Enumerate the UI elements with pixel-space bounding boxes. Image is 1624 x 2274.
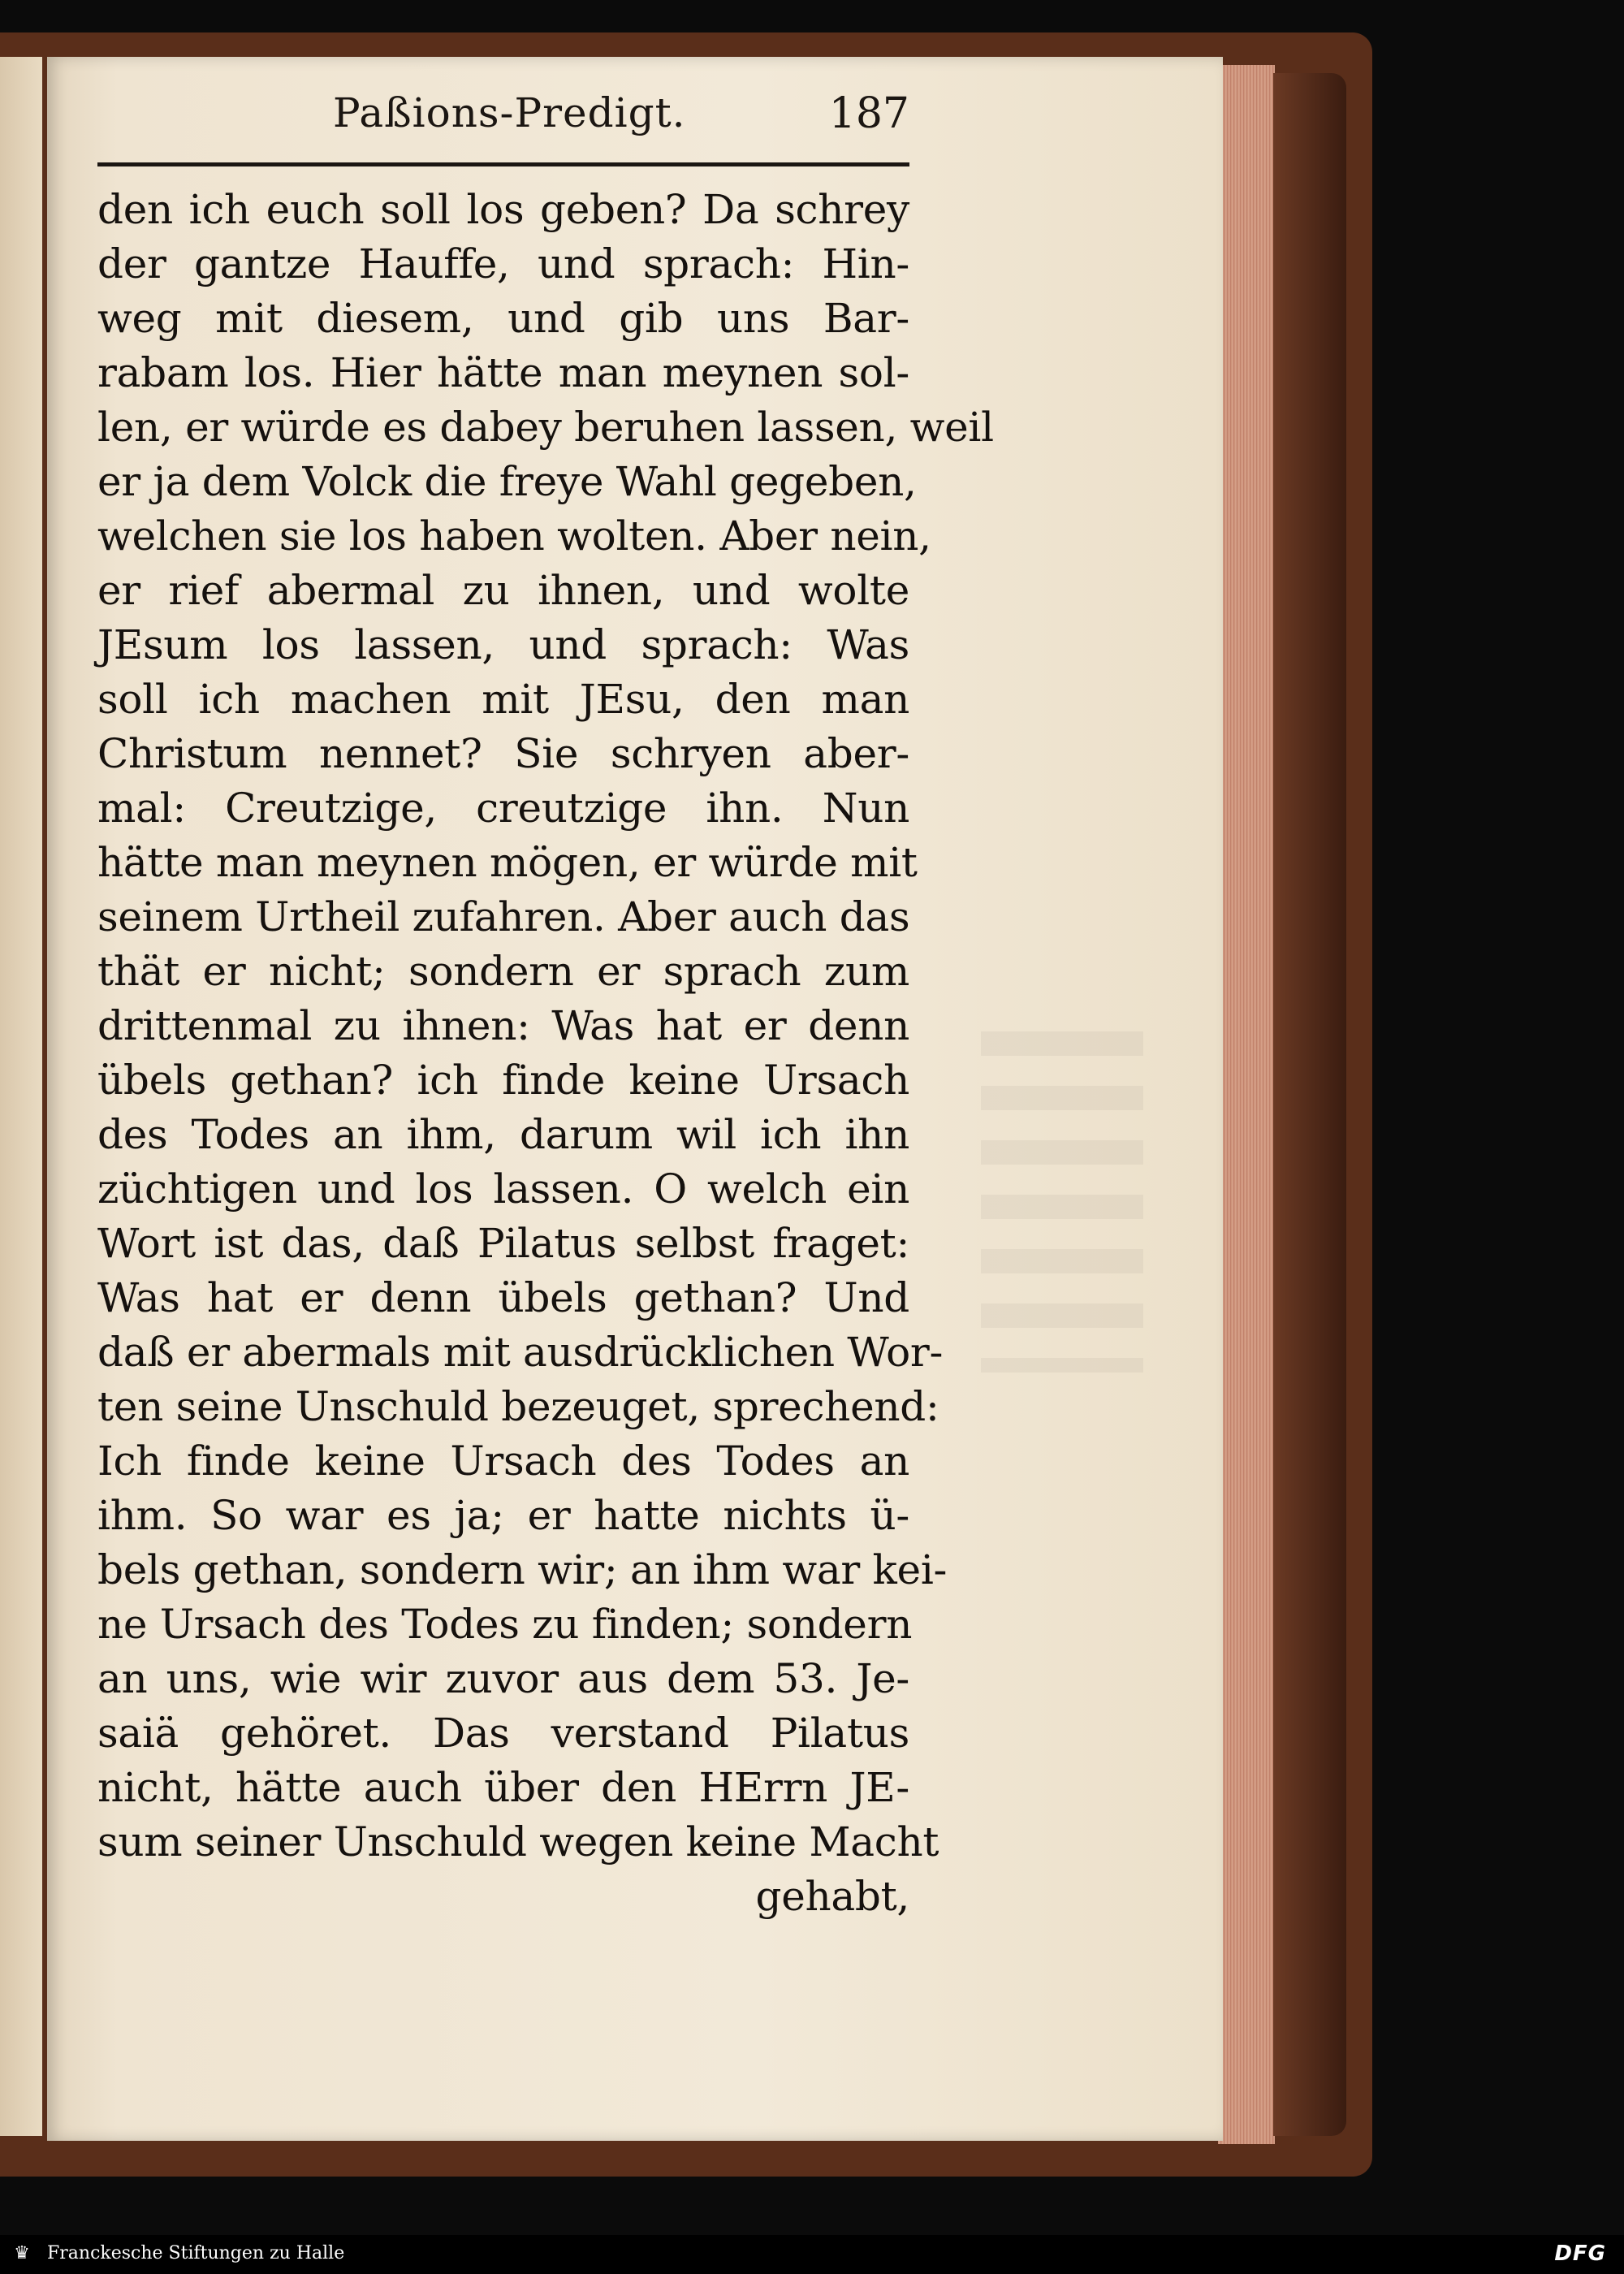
show-through-text bbox=[981, 1031, 1143, 1373]
text-line: Ich finde keine Ursach des Todes an bbox=[97, 1437, 909, 1485]
running-title: Paßions-Predigt. bbox=[333, 89, 686, 136]
text-line: len, er würde es dabey beruhen lassen, weil bbox=[97, 404, 994, 451]
page-fore-edge bbox=[1218, 65, 1275, 2144]
text-line: Wort ist das, daß Pilatus selbst fraget: bbox=[97, 1220, 909, 1267]
text-line: bels gethan, sondern wir; an ihm war kei- bbox=[97, 1546, 948, 1593]
text-line: drittenmal zu ihnen: Was hat er denn bbox=[97, 1002, 909, 1049]
text-line: seinem Urtheil zufahren. Aber auch das bbox=[97, 893, 910, 940]
francke-emblem-icon: ♛ bbox=[14, 2243, 30, 2263]
header-rule bbox=[97, 162, 909, 166]
text-line: JEsum los lassen, und sprach: Was bbox=[97, 621, 909, 668]
text-line: er ja dem Volck die freye Wahl gegeben, bbox=[97, 458, 917, 505]
text-line: an uns, wie wir zuvor aus dem 53. Je- bbox=[97, 1655, 909, 1702]
text-line: sum seiner Unschuld wegen keine Macht bbox=[97, 1818, 939, 1865]
text-line: des Todes an ihm, darum wil ich ihn bbox=[97, 1111, 909, 1158]
text-line: hätte man meynen mögen, er würde mit bbox=[97, 839, 918, 886]
text-line: ihm. So war es ja; er hatte nichts ü- bbox=[97, 1492, 909, 1539]
text-line: Was hat er denn übels gethan? Und bbox=[97, 1274, 909, 1321]
text-line: thät er nicht; sondern er sprach zum bbox=[97, 948, 909, 995]
cover-edge bbox=[1273, 73, 1346, 2136]
text-line: der gantze Hauffe, und sprach: Hin- bbox=[97, 240, 909, 287]
facing-page-edge bbox=[0, 57, 42, 2136]
text-line: Christum nennet? Sie schryen aber- bbox=[97, 730, 909, 777]
text-line: züchtigen und los lassen. O welch ein bbox=[97, 1165, 909, 1213]
text-line: mal: Creutzige, creutzige ihn. Nun bbox=[97, 785, 909, 832]
institution-label: Franckesche Stiftungen zu Halle bbox=[47, 2243, 345, 2263]
text-line: saiä gehöret. Das verstand Pilatus bbox=[97, 1710, 909, 1757]
body-text bbox=[97, 183, 994, 1924]
viewer-footer bbox=[0, 2235, 1624, 2274]
text-line: nicht, hätte auch über den HErrn JE- bbox=[97, 1764, 909, 1811]
text-line: soll ich machen mit JEsu, den man bbox=[97, 676, 909, 723]
catchword: gehabt, bbox=[755, 1873, 909, 1920]
page-header bbox=[97, 89, 909, 154]
text-line: weg mit diesem, und gib uns Bar- bbox=[97, 295, 909, 342]
page-number: 187 bbox=[828, 89, 909, 138]
text-line: ne Ursach des Todes zu finden; sondern bbox=[97, 1601, 913, 1648]
text-line: welchen sie los haben wolten. Aber nein, bbox=[97, 512, 931, 560]
text-line: übels gethan? ich finde keine Ursach bbox=[97, 1057, 909, 1104]
text-line: ten seine Unschuld bezeuget, sprechend: bbox=[97, 1383, 939, 1430]
dfg-logo: DFG bbox=[1554, 2242, 1606, 2266]
text-line: er rief abermal zu ihnen, und wolte bbox=[97, 567, 909, 614]
text-line: daß er abermals mit ausdrücklichen Wor- bbox=[97, 1329, 944, 1376]
text-line: rabam los. Hier hätte man meynen sol- bbox=[97, 349, 909, 396]
text-line: den ich euch soll los geben? Da schrey bbox=[97, 186, 909, 233]
